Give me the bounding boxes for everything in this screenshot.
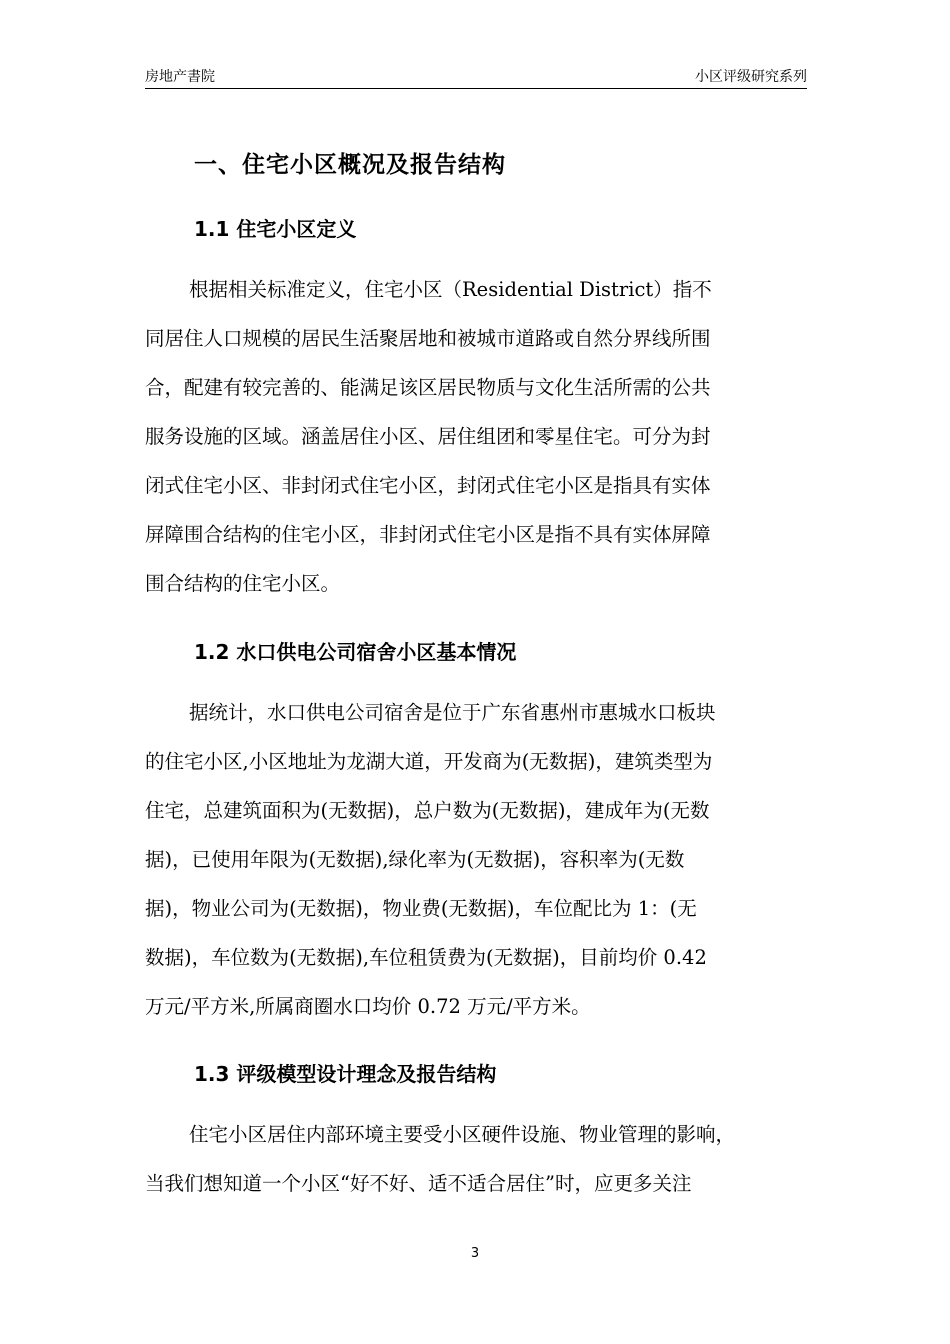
text-line: 的住宅小区,小区地址为龙湖大道，开发商为(无数据)，建筑类型为 — [145, 750, 713, 773]
text-line: 围合结构的住宅小区。 — [145, 572, 341, 595]
text-line: 当我们想知道一个小区“好不好、适不适合居住”时，应更多关注 — [145, 1172, 692, 1195]
paragraph-basic-info — [145, 688, 810, 1031]
paragraph-definition — [145, 265, 810, 608]
text-line: 合，配建有较完善的、能满足该区居民物质与文化生活所需的公共 — [145, 376, 711, 399]
page-header — [145, 66, 807, 89]
text-line: 根据相关标准定义，住宅小区（Residential District）指不 — [189, 278, 712, 301]
subsection-title-1-3: 1.3 评级模型设计理念及报告结构 — [194, 1062, 497, 1086]
text-line: 闭式住宅小区、非封闭式住宅小区，封闭式住宅小区是指具有实体 — [145, 474, 711, 497]
text-line: 同居住人口规模的居民生活聚居地和被城市道路或自然分界线所围 — [145, 327, 711, 350]
text-line: 万元/平方米,所属商圈水口均价 0.72 万元/平方米。 — [145, 995, 591, 1018]
section-title: 一、住宅小区概况及报告结构 — [194, 152, 506, 178]
page-number: 3 — [470, 1246, 480, 1261]
text-line: 据)，已使用年限为(无数据),绿化率为(无数据)，容积率为(无数 — [145, 848, 685, 871]
subsection-title-1-2: 1.2 水口供电公司宿舍小区基本情况 — [194, 640, 517, 664]
subsection-title-1-1: 1.1 住宅小区定义 — [194, 217, 357, 241]
text-line: 服务设施的区域。涵盖居住小区、居住组团和零星住宅。可分为封 — [145, 425, 711, 448]
text-line: 据)，物业公司为(无数据)，物业费(无数据)，车位配比为 1：(无 — [145, 897, 697, 920]
paragraph-model-design — [145, 1110, 810, 1208]
header-left-text: 房地产書院 — [145, 69, 215, 85]
text-line: 住宅，总建筑面积为(无数据)，总户数为(无数据)，建成年为(无数 — [145, 799, 710, 822]
text-line: 数据)，车位数为(无数据),车位租赁费为(无数据)，目前均价 0.42 — [145, 946, 707, 969]
text-line: 据统计，水口供电公司宿舍是位于广东省惠州市惠城水口板块 — [189, 701, 716, 724]
header-right-text: 小区评级研究系列 — [695, 69, 807, 85]
text-line: 住宅小区居住内部环境主要受小区硬件设施、物业管理的影响， — [189, 1123, 736, 1146]
text-line: 屏障围合结构的住宅小区，非封闭式住宅小区是指不具有实体屏障 — [145, 523, 711, 546]
